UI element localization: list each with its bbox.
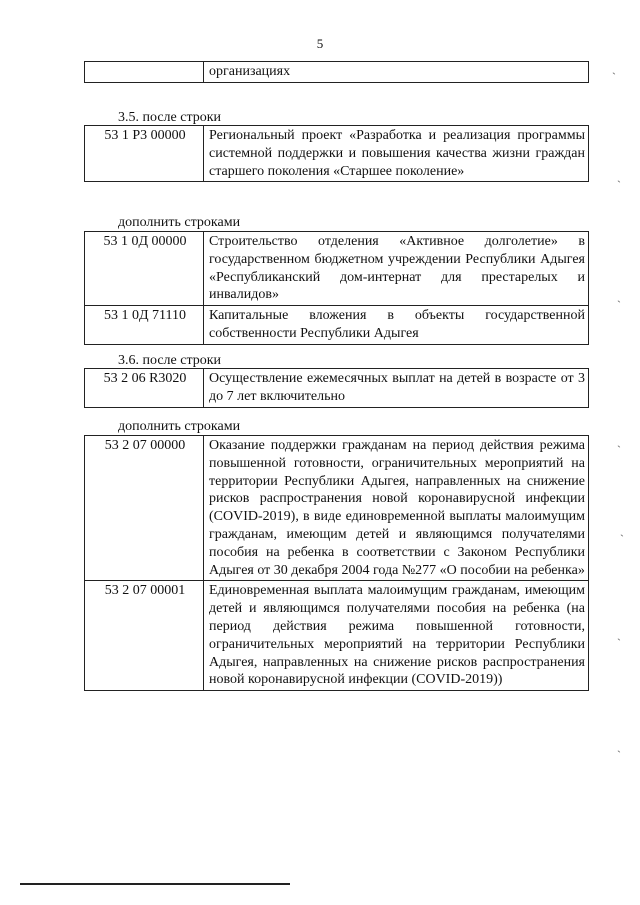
budget-code bbox=[85, 62, 204, 83]
table-row bbox=[85, 62, 589, 83]
budget-code: 53 2 07 00001 bbox=[85, 581, 204, 691]
scan-mark: ` bbox=[617, 443, 621, 457]
after-row-table bbox=[84, 368, 589, 408]
scan-mark: ` bbox=[617, 178, 621, 192]
added-rows-table bbox=[84, 435, 589, 691]
budget-code: 53 1 0Д 71110 bbox=[85, 306, 204, 345]
scan-mark: ` bbox=[620, 532, 624, 546]
budget-description: Единовременная выплата малоимущим гражданам, имеющим детей и являющимся получателями пособия на ребенка (на период действия режима повышенной готовности, ограничительных мероприятий на территории Республики Адыгея, направленных на снижение рисков распространения новой коронавирусной инфекции (COVID-2019)) bbox=[204, 581, 589, 691]
scan-mark: ` bbox=[617, 748, 621, 762]
table-row bbox=[85, 369, 589, 408]
scan-mark: ` bbox=[612, 70, 616, 84]
budget-description: Региональный проект «Разработка и реализация программы системной поддержки и повышения качества жизни граждан старшего поколения «Старшее поколение» bbox=[204, 126, 589, 182]
budget-description: организациях bbox=[204, 62, 589, 83]
bottom-rule bbox=[20, 883, 290, 885]
budget-code: 53 1 Р3 00000 bbox=[85, 126, 204, 182]
budget-description: Строительство отделения «Активное долголетие» в государственном бюджетном учреждении Республики Адыгея «Республиканский дом-интернат для престарелых и инвалидов» bbox=[204, 232, 589, 306]
scan-mark: ` bbox=[617, 636, 621, 650]
budget-description: Осуществление ежемесячных выплат на детей в возрасте от 3 до 7 лет включительно bbox=[204, 369, 589, 408]
section-intro: 3.6. после строки bbox=[118, 353, 222, 368]
budget-code: 53 2 06 R3020 bbox=[85, 369, 204, 408]
page-number: 5 bbox=[316, 36, 324, 51]
section-intro: 3.5. после строки bbox=[118, 110, 222, 125]
budget-code: 53 2 07 00000 bbox=[85, 436, 204, 581]
table-row bbox=[85, 581, 589, 691]
budget-description: Оказание поддержки гражданам на период действия режима повышенной готовности, ограничительных мероприятий на территории Республики Адыгея, направленных на снижение рисков распространения новой коронавирусной инфекции (COVID-2019), в виде единовременной выплаты малоимущим гражданам, имеющим детей и являющимся получателями пособия на ребенка в соответствии с Законом Республики Адыгея от 30 декабря 2004 года №277 «О пособии на ребенка» bbox=[204, 436, 589, 581]
section-intro: дополнить строками bbox=[118, 419, 241, 434]
budget-code: 53 1 0Д 00000 bbox=[85, 232, 204, 306]
after-row-table bbox=[84, 125, 589, 182]
table-row bbox=[85, 232, 589, 306]
scan-mark: ` bbox=[617, 298, 621, 312]
budget-description: Капитальные вложения в объекты государственной собственности Республики Адыгея bbox=[204, 306, 589, 345]
table-row bbox=[85, 306, 589, 345]
continuation-table bbox=[84, 61, 589, 83]
table-row bbox=[85, 126, 589, 182]
section-intro: дополнить строками bbox=[118, 215, 241, 230]
table-row bbox=[85, 436, 589, 581]
added-rows-table bbox=[84, 231, 589, 345]
